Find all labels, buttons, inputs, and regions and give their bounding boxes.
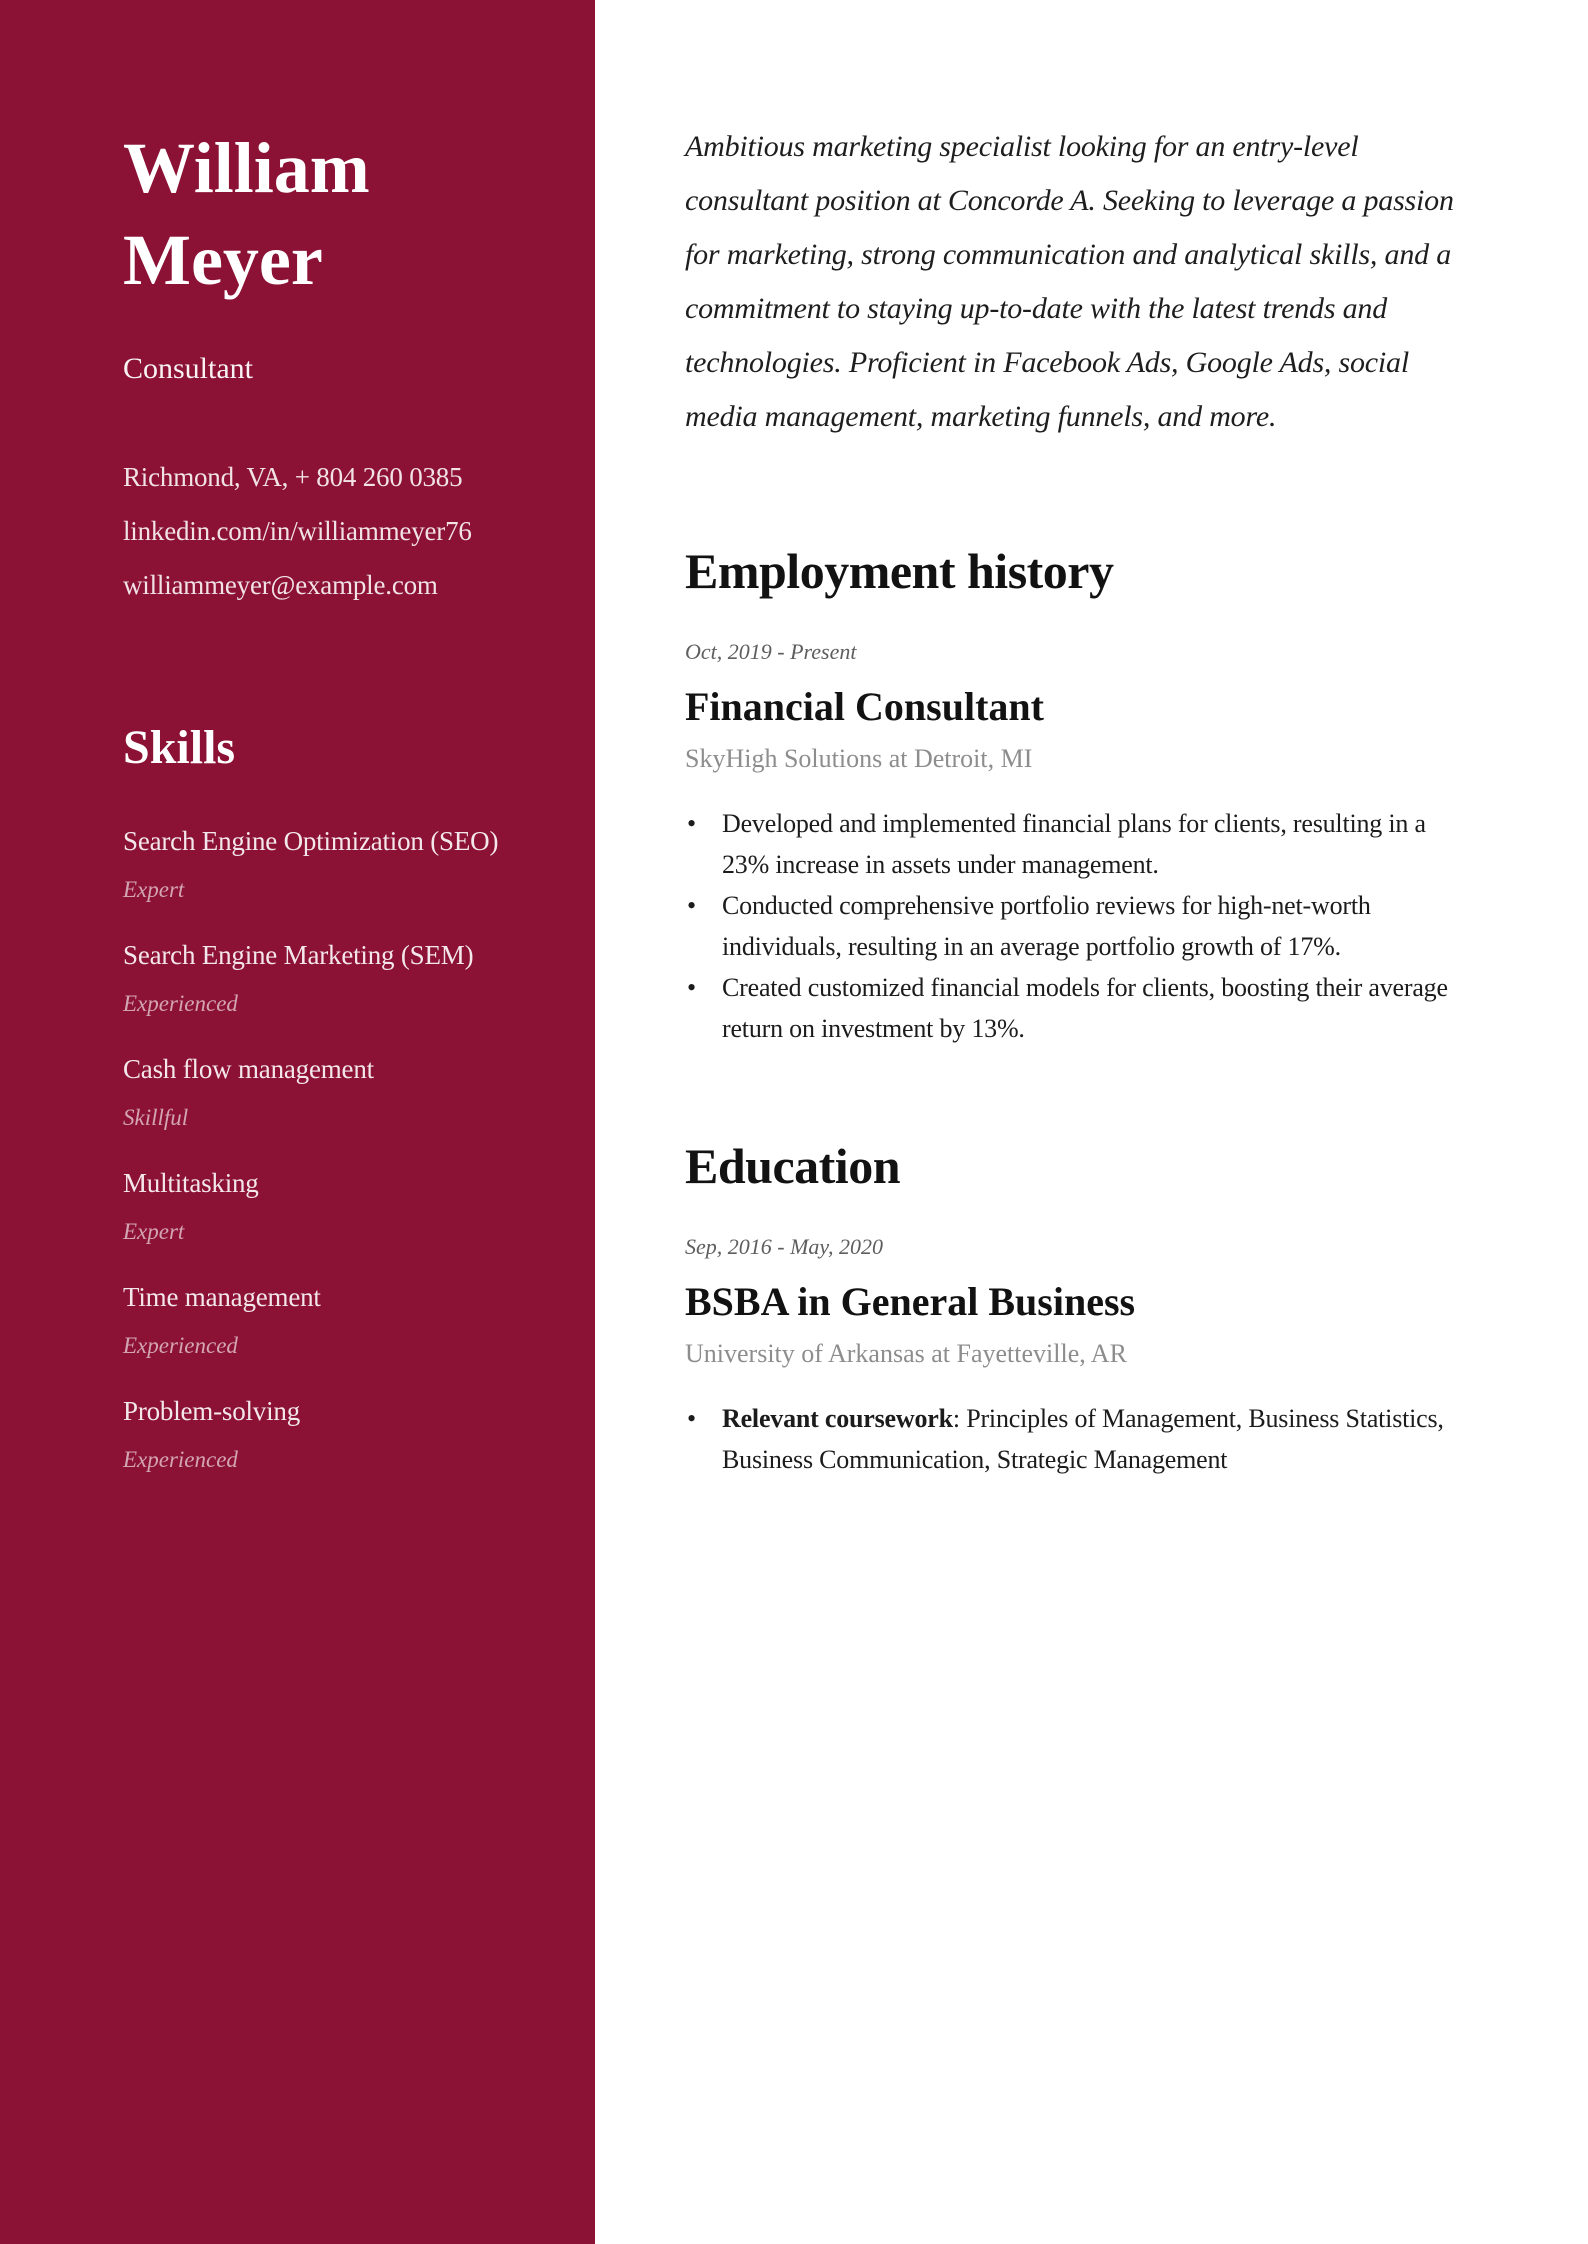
bullet-icon: • [687, 973, 696, 1002]
skills-list [123, 824, 547, 1475]
main-content [595, 0, 1588, 2244]
person-name: William Meyer [123, 128, 370, 300]
skill-item [123, 1166, 547, 1247]
skill-label: Problem-solving [123, 1396, 300, 1426]
skill-level: Experienced [123, 1447, 238, 1472]
coursework-text: : Principles of Management, Business Statistics, Business Communication, Strategic Management [722, 1404, 1444, 1474]
contact-email: williammeyer@example.com [123, 570, 438, 600]
skill-label: Cash flow management [123, 1054, 374, 1084]
employment-job-title: Financial Consultant [685, 684, 1044, 729]
employment-heading: Employment history [685, 543, 1114, 599]
employment-bullet [685, 803, 1455, 885]
bullet-icon: • [687, 1404, 696, 1433]
skill-label: Multitasking [123, 1168, 259, 1198]
employment-section [685, 540, 1455, 1049]
contact-location-phone: Richmond, VA, + 804 260 0385 [123, 462, 463, 492]
education-school: University of Arkansas at Fayetteville, AR [685, 1339, 1127, 1368]
employment-bullet-text: Conducted comprehensive portfolio reviews for high-net-worth individuals, resulting in an average portfolio growth of 17%. [722, 891, 1371, 961]
bullet-icon: • [687, 809, 696, 838]
skill-item [123, 824, 547, 905]
employment-bullet-list [685, 803, 1455, 1049]
skill-label: Search Engine Optimization (SEO) [123, 826, 499, 856]
education-bullet [685, 1398, 1455, 1480]
skill-level: Experienced [123, 1333, 238, 1358]
employment-employer: SkyHigh Solutions at Detroit, MI [685, 744, 1033, 773]
employment-bullet [685, 967, 1455, 1049]
employment-date-range: Oct, 2019 - Present [685, 639, 857, 664]
education-heading: Education [685, 1138, 901, 1194]
education-degree: BSBA in General Business [685, 1279, 1136, 1324]
skills-heading: Skills [123, 721, 236, 774]
person-job-title: Consultant [123, 352, 254, 385]
employment-bullet [685, 885, 1455, 967]
summary-paragraph: Ambitious marketing specialist looking for an entry-level consultant position at Concorde A. Seeking to leverage a passion for marketing, strong communication and analytical skills, and a commitment to staying up-to-date with the latest trends and technologies. Proficient in Facebook Ads, Google Ads, social media management, marketing funnels, and more. [685, 130, 1454, 433]
contact-list [123, 450, 547, 612]
skill-item [123, 938, 547, 1019]
skill-level: Experienced [123, 991, 238, 1016]
skill-item [123, 1052, 547, 1133]
skill-item [123, 1394, 547, 1475]
skill-item [123, 1280, 547, 1361]
skill-level: Skillful [123, 1105, 189, 1130]
sidebar [0, 0, 595, 2244]
skill-level: Expert [123, 1219, 185, 1244]
contact-linkedin: linkedin.com/in/williammeyer76 [123, 516, 472, 546]
education-date-range: Sep, 2016 - May, 2020 [685, 1234, 883, 1259]
bullet-icon: • [687, 891, 696, 920]
skill-level: Expert [123, 877, 185, 902]
education-bullet-list [685, 1398, 1455, 1480]
skill-label: Search Engine Marketing (SEM) [123, 940, 474, 970]
coursework-label: Relevant coursework [722, 1404, 953, 1433]
skill-label: Time management [123, 1282, 321, 1312]
employment-bullet-text: Developed and implemented financial plans for clients, resulting in a 23% increase in assets under management. [722, 809, 1426, 879]
employment-bullet-text: Created customized financial models for clients, boosting their average return on investment by 13%. [722, 973, 1448, 1043]
education-section [685, 1135, 1455, 1480]
